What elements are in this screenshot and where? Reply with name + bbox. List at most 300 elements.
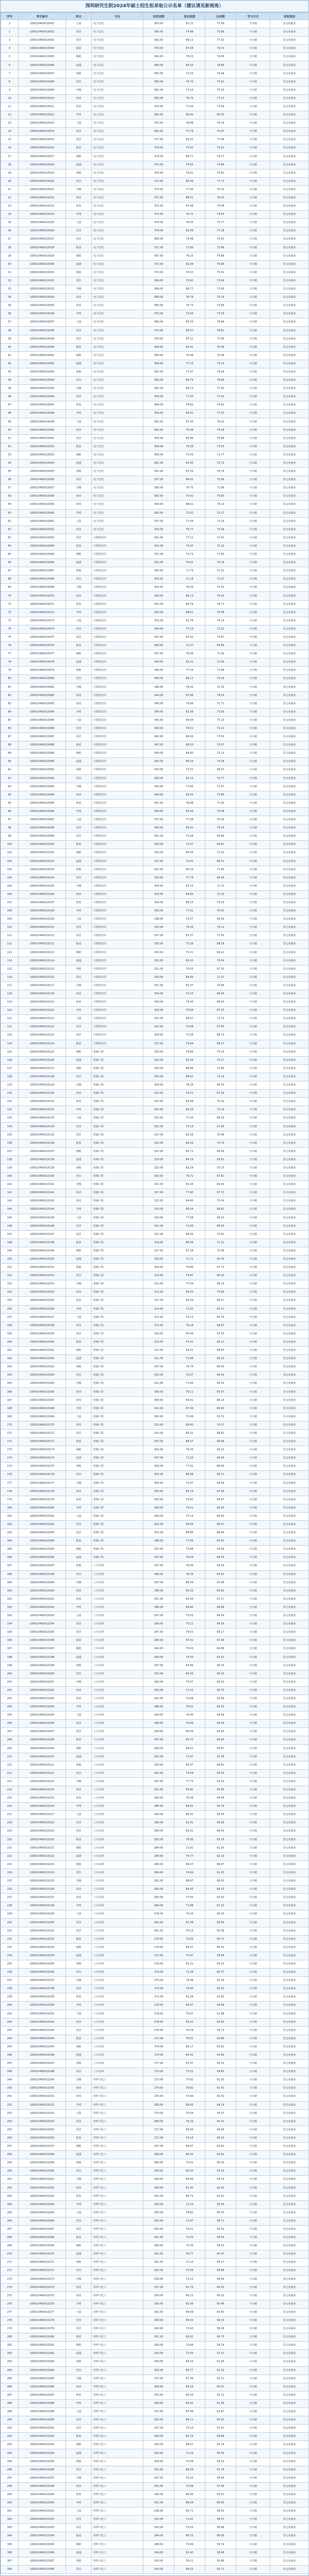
table-cell: 246.00 [143,2490,174,2499]
table-cell: 62.09 [205,2184,236,2192]
table-cell: 王磊 [66,318,92,327]
table-row [1,866,309,874]
table-cell: 87.49 [174,1404,205,1413]
table-cell: 245 [1,2043,19,2051]
table-cell: 100010400010095 [19,799,66,807]
table-cell: 机械工程 [92,1189,143,1197]
table-cell: 100010400010126 [19,1056,66,1064]
table-row [1,1471,309,1479]
table-cell: 100010400010279 [19,2325,66,2333]
table-cell: 70.41 [205,907,236,916]
table-cell: 85.00 [174,2167,205,2176]
table-cell: 88.52 [174,194,205,202]
table-cell: 69.39 [205,916,236,924]
table-row [1,2342,309,2350]
table-cell: 82.06 [174,2300,205,2308]
table-cell: 孙悦 [66,1297,92,1305]
table-cell: 66.88 [205,1603,236,1612]
table-cell: 56.85 [205,2474,236,2482]
table-cell: 土木水利 [92,1587,143,1595]
table-cell: 30 [1,260,19,268]
table-cell: 100010400010244 [19,2035,66,2043]
table-cell: 75.77 [205,219,236,227]
table-cell: 71.88 [174,1902,205,1910]
table-row [1,1869,309,1877]
table-cell: 298 [1,2482,19,2490]
table-cell: 346.00 [143,642,174,650]
table-cell: 62.34 [205,1977,236,1985]
table-cell: 全日制 [236,285,270,294]
table-cell: 127 [1,1064,19,1073]
table-cell: 81.28 [174,1993,205,2002]
table-cell: 77.08 [205,136,236,144]
table-cell: 非定向就业 [270,451,309,459]
table-cell: 191 [1,1595,19,1603]
table-cell: 全日制 [236,1869,270,1877]
table-cell: 陈晨 [66,741,92,750]
table-cell: 计算机技术 [92,1015,143,1023]
table-cell: 85.04 [174,2391,205,2399]
table-cell: 全日制 [236,2399,270,2408]
table-cell: 100010400010113 [19,948,66,957]
table-row [1,849,309,857]
table-cell: 369.00 [143,277,174,285]
table-cell: 100010400010044 [19,377,66,385]
table-row [1,1413,309,1421]
table-cell: 85 [1,716,19,724]
table-row [1,551,309,559]
table-cell: 非定向就业 [270,584,309,592]
table-cell: 100010400010202 [19,1686,66,1694]
table-row [1,1305,309,1313]
table-row [1,1388,309,1396]
table-cell: 87.21 [174,335,205,343]
table-cell: 徐涛 [66,1686,92,1694]
table-cell: 刘洋 [66,37,92,45]
table-cell: 全日制 [236,1496,270,1504]
table-cell: 全日制 [236,393,270,401]
table-cell: 张伟 [66,2516,92,2524]
table-cell: 黄敏 [66,1164,92,1172]
table-row [1,791,309,799]
table-cell: 43 [1,368,19,376]
table-cell: 非定向就业 [270,849,309,857]
table-cell: 180 [1,1504,19,1512]
table-row [1,600,309,608]
table-cell: 全日制 [236,2350,270,2358]
table-cell: 计算机技术 [92,899,143,907]
table-cell: 281.00 [143,1877,174,1886]
table-cell: 材料与化工 [92,2267,143,2275]
table-row [1,1603,309,1612]
table-cell: 325.00 [143,1139,174,1147]
table-cell: 100010400010140 [19,1173,66,1181]
column-header: 初试成绩 [143,13,174,20]
table-cell: 138 [1,1156,19,1164]
table-cell: 81 [1,683,19,691]
table-cell: 352.00 [143,534,174,542]
table-cell: 310.00 [143,1330,174,1338]
table-cell: 64.90 [205,1728,236,1736]
table-cell: 徐涛 [66,2283,92,2292]
table-cell: 76.58 [174,1554,205,1562]
table-cell: 36 [1,310,19,318]
table-cell: 100010400010161 [19,1347,66,1355]
table-cell: 67.04 [205,1123,236,1131]
table-cell: 全日制 [236,368,270,376]
table-cell: 362.00 [143,418,174,426]
table-cell: 333.00 [143,874,174,882]
table-cell: 302 [1,2516,19,2524]
table-cell: 334.00 [143,890,174,899]
table-cell: 100010400010179 [19,1496,66,1504]
table-cell: 100010400010191 [19,1595,66,1603]
table-cell: 机械工程 [92,1321,143,1330]
table-cell: 328.00 [143,1081,174,1090]
table-cell: 徐涛 [66,1090,92,1098]
table-cell: 全日制 [236,1595,270,1603]
table-cell: 340.00 [143,824,174,833]
table-cell: 赵越 [66,1653,92,1662]
table-cell: 非定向就业 [270,1429,309,1437]
table-cell: 100010400010231 [19,1927,66,1935]
table-cell: 86.33 [174,2532,205,2540]
table-cell: 计算机技术 [92,708,143,716]
table-cell: 1 [1,20,19,28]
table-cell: 320.00 [143,1173,174,1181]
table-cell: 材料与化工 [92,2217,143,2225]
table-cell: 材料与化工 [92,2275,143,2283]
table-cell: 机械工程 [92,1139,143,1147]
table-cell: 吴娜 [66,285,92,294]
table-cell: 70.29 [174,2026,205,2035]
table-cell: 114 [1,957,19,965]
table-cell: 100010400010162 [19,1355,66,1363]
table-cell: 非定向就业 [270,2275,309,2283]
table-cell: 68.73 [205,1031,236,1040]
table-cell: 全日制 [236,2474,270,2482]
table-cell: 张伟 [66,1720,92,1728]
table-cell: 黄敏 [66,268,92,277]
table-cell: 计算机技术 [92,857,143,866]
table-cell: 李明 [66,1504,92,1512]
table-cell: 计算机技术 [92,584,143,592]
table-cell: 非定向就业 [270,2176,309,2184]
table-cell: 全日制 [236,833,270,841]
table-cell: 土木水利 [92,1919,143,1927]
table-cell: 80.30 [205,111,236,120]
table-cell: 287.00 [143,1736,174,1744]
table-cell: 268.00 [143,2151,174,2159]
table-cell: 全日制 [236,509,270,517]
table-cell: 76.71 [174,1173,205,1181]
table-row [1,111,309,120]
table-cell: 165 [1,1380,19,1388]
table-cell: 264 [1,2200,19,2209]
table-cell: 74.72 [174,211,205,219]
table-cell: 全日制 [236,152,270,161]
table-row [1,807,309,816]
table-cell: 机械工程 [92,1504,143,1512]
table-cell: 非定向就业 [270,128,309,136]
table-cell: 62.74 [205,2441,236,2449]
table-cell: 331.00 [143,965,174,973]
table-cell: 周杰 [66,774,92,783]
table-cell: 非定向就业 [270,708,309,716]
table-cell: 全日制 [236,1753,270,1761]
table-cell: 282 [1,2350,19,2358]
table-cell: 周杰 [66,1869,92,1877]
table-cell: 238 [1,1985,19,1993]
table-cell: 78.50 [205,194,236,202]
table-cell: 非定向就业 [270,1073,309,1081]
table-cell: 孙悦 [66,1694,92,1703]
table-cell: 100010400010274 [19,2283,66,2292]
table-cell: 179 [1,1496,19,1504]
table-cell: 337.00 [143,857,174,866]
table-cell: 100010400010016 [19,144,66,152]
table-row [1,608,309,617]
table-cell: 317.00 [143,1230,174,1239]
table-cell: 79.07 [174,1678,205,1686]
table-cell: 100010400010102 [19,857,66,866]
table-cell: 全日制 [236,799,270,807]
table-cell: 材料与化工 [92,2109,143,2117]
table-cell: 非定向就业 [270,600,309,608]
table-cell: 计算机技术 [92,567,143,575]
table-cell: 王磊 [66,20,92,28]
table-cell: 电子信息 [92,61,143,70]
table-cell: 吴娜 [66,584,92,592]
table-cell: 23 [1,202,19,211]
table-cell: 全日制 [236,1562,270,1570]
table-cell: 155 [1,1297,19,1305]
table-cell: 非定向就业 [270,235,309,244]
table-cell: 100010400010155 [19,1297,66,1305]
table-cell: 非定向就业 [270,1131,309,1139]
table-cell: 211 [1,1761,19,1769]
table-cell: 355.00 [143,493,174,501]
table-cell: 100010400010242 [19,2018,66,2026]
table-cell: 非定向就业 [270,882,309,890]
table-cell: 周杰 [66,1670,92,1678]
table-cell: 100010400010047 [19,401,66,410]
table-cell: 非定向就业 [270,1637,309,1645]
table-row [1,418,309,426]
table-cell: 土木水利 [92,1612,143,1620]
table-cell: 100010400010097 [19,816,66,824]
table-cell: 机械工程 [92,1347,143,1355]
table-cell: 100010400010291 [19,2425,66,2433]
table-cell: 非定向就业 [270,2117,309,2126]
table-cell: 374.00 [143,219,174,227]
table-cell: 计算机技术 [92,890,143,899]
table-cell: 85.63 [174,61,205,70]
table-cell: 272 [1,2267,19,2275]
table-cell: 345.00 [143,733,174,741]
table-cell: 288.00 [143,1703,174,1711]
table-row [1,1023,309,1031]
table-cell: 3 [1,37,19,45]
table-cell: 61.32 [205,1902,236,1910]
table-cell: 354.00 [143,526,174,534]
table-cell: 76.08 [174,650,205,658]
table-cell: 353.00 [143,617,174,625]
table-cell: 41 [1,351,19,360]
table-cell: 100010400010304 [19,2532,66,2540]
table-cell: 土木水利 [92,1902,143,1910]
table-cell: 徐涛 [66,194,92,202]
table-cell: 非定向就业 [270,2259,309,2267]
table-cell: 全日制 [236,86,270,94]
table-cell: 70.75 [205,1139,236,1147]
table-cell: 非定向就业 [270,1769,309,1777]
table-cell: 132 [1,1106,19,1114]
table-cell: 100010400010098 [19,824,66,833]
table-cell: 74.28 [205,758,236,766]
table-cell: 100010400010001 [19,20,66,28]
table-cell: 75.72 [205,459,236,467]
table-cell: 电子信息 [92,28,143,37]
table-cell: 全日制 [236,1347,270,1355]
table-cell: 143 [1,1197,19,1206]
table-cell: 张伟 [66,2018,92,2026]
table-cell: 100010400010240 [19,2002,66,2010]
table-cell: 334.00 [143,990,174,998]
table-row [1,517,309,526]
table-cell: 机械工程 [92,1471,143,1479]
table-cell: 100010400010045 [19,385,66,393]
table-cell: 电子信息 [92,368,143,376]
table-cell: 343.00 [143,766,174,774]
table-cell: 59.35 [205,2200,236,2209]
table-cell: 全日制 [236,1197,270,1206]
table-cell: 376.00 [143,169,174,177]
table-cell: 非定向就业 [270,2234,309,2242]
table-cell: 全日制 [236,1761,270,1769]
table-cell: 248 [1,2068,19,2076]
table-cell: 60.51 [205,2490,236,2499]
table-cell: 材料与化工 [92,2084,143,2093]
table-cell: 349.00 [143,625,174,633]
table-cell: 83.82 [174,1786,205,1794]
table-cell: 非定向就业 [270,750,309,758]
table-row [1,2482,309,2490]
table-cell: 86.77 [174,285,205,294]
table-cell: 非定向就业 [270,2358,309,2366]
table-cell: 杨帆 [66,849,92,857]
table-row [1,1935,309,1943]
table-cell: 71.20 [205,849,236,857]
table-cell: 70.43 [174,857,205,866]
table-row [1,476,309,484]
table-row [1,335,309,343]
table-cell: 土木水利 [92,2035,143,2043]
table-cell: 100010400010106 [19,890,66,899]
table-cell: 孙悦 [66,2391,92,2399]
table-cell: 58.88 [205,2267,236,2275]
table-row [1,1794,309,1803]
table-cell: 71.40 [205,650,236,658]
table-cell: 非定向就业 [270,2126,309,2134]
table-cell: 100010400010125 [19,1048,66,1056]
table-cell: 机械工程 [92,1438,143,1446]
table-cell: 358.00 [143,501,174,509]
table-row [1,1686,309,1694]
table-cell: 276.00 [143,1960,174,1968]
table-cell: 332.00 [143,957,174,965]
table-cell: 全日制 [236,783,270,791]
table-cell: 非定向就业 [270,841,309,849]
table-cell: 70.58 [174,1023,205,1031]
table-cell: 徐涛 [66,890,92,899]
table-cell: 周杰 [66,177,92,185]
table-cell: 80.71 [174,2507,205,2516]
table-cell: 58 [1,493,19,501]
table-cell: 非定向就业 [270,733,309,741]
table-cell: 325.00 [143,1073,174,1081]
table-cell: 73.93 [205,708,236,716]
table-cell: 100010400010230 [19,1919,66,1927]
table-cell: 44 [1,377,19,385]
table-cell: 74.64 [174,1040,205,1048]
table-cell: 全日制 [236,144,270,152]
table-cell: 杨帆 [66,1446,92,1454]
table-cell: 非定向就业 [270,1031,309,1040]
table-row [1,70,309,78]
table-cell: 非定向就业 [270,1056,309,1064]
table-cell: 电子信息 [92,202,143,211]
table-cell: 283.00 [143,1894,174,1902]
table-cell: 85.46 [174,177,205,185]
table-cell: 9 [1,86,19,94]
table-cell: 非定向就业 [270,78,309,86]
table-row [1,1446,309,1454]
table-cell: 279.00 [143,1969,174,1977]
table-cell: 349.00 [143,592,174,600]
table-cell: 非定向就业 [270,410,309,418]
table-cell: 76.89 [174,1264,205,1272]
table-cell: 电子信息 [92,426,143,434]
table-cell: 全日制 [236,1811,270,1819]
table-cell: 74.54 [205,824,236,833]
table-cell: 机械工程 [92,1056,143,1064]
table-cell: 71.33 [174,1686,205,1694]
table-cell: 63.16 [205,1836,236,1844]
table-cell: 非定向就业 [270,1919,309,1927]
table-cell: 76.82 [174,2084,205,2093]
table-cell: 材料与化工 [92,2449,143,2458]
table-cell: 71.22 [205,567,236,575]
table-cell: 徐涛 [66,691,92,700]
table-cell: 赵越 [66,459,92,467]
table-cell: 72.18 [205,1073,236,1081]
table-cell: 土木水利 [92,1711,143,1720]
table-cell: 79.77 [174,526,205,534]
table-cell: 173 [1,1446,19,1454]
table-row [1,1454,309,1463]
table-cell: 全日制 [236,1247,270,1255]
table-row [1,268,309,277]
table-cell: 100010400010157 [19,1313,66,1321]
table-cell: 全日制 [236,1031,270,1040]
table-row [1,2375,309,2383]
table-cell: 全日制 [236,1877,270,1886]
table-row [1,1313,309,1321]
table-cell: 非定向就业 [270,1943,309,1952]
table-cell: 机械工程 [92,1181,143,1189]
table-cell: 359.00 [143,410,174,418]
